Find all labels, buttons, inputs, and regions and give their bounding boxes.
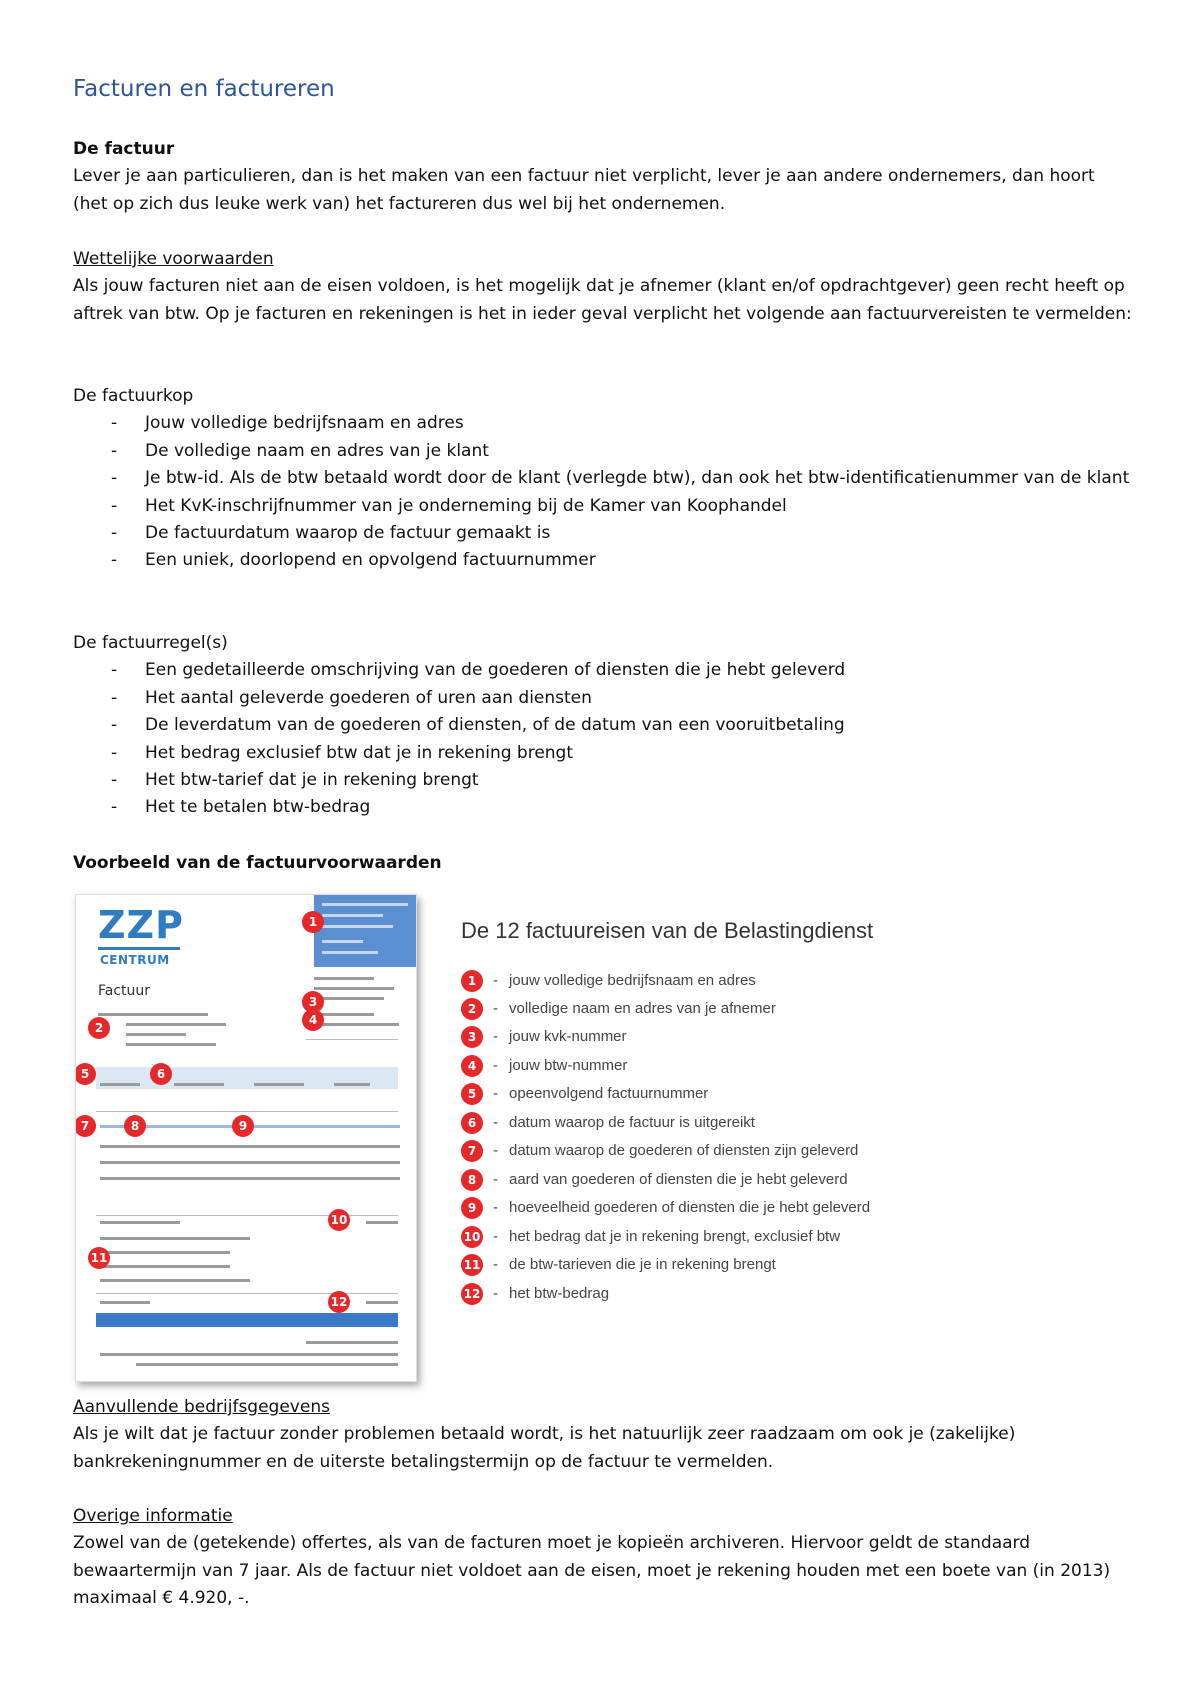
section-de-factuur (73, 136, 1133, 218)
invoice-mockup (75, 894, 417, 1382)
badge-11-icon: 11 (461, 1254, 483, 1276)
badge-1-icon: 1 (461, 970, 483, 992)
logo-underline (98, 947, 180, 950)
badge-12-icon: 12 (461, 1283, 483, 1305)
badge-4-icon: 4 (461, 1055, 483, 1077)
section-body: Als je wilt dat je factuur zonder problemen betaald wordt, is het natuurlijk zeer raadzaam om ook je (zakelijke) bankrekeningnummer en de uiterste betalingstermijn op de factuur te vermelden. (73, 1424, 1016, 1472)
list-heading: De factuurregel(s) (73, 633, 228, 653)
list-item: - De leverdatum van de goederen of diensten, of de datum van een vooruitbetaling (73, 712, 1133, 739)
badge-10-icon: 10 (328, 1209, 350, 1231)
badge-1-icon: 1 (302, 911, 324, 933)
section-heading: De factuur (73, 139, 175, 159)
badge-5-icon: 5 (461, 1083, 483, 1105)
section-heading: Overige informatie (73, 1506, 233, 1526)
section-wettelijke-voorwaarden (73, 246, 1133, 328)
list-item: - Jouw volledige bedrijfsnaam en adres (73, 410, 1133, 437)
factuurkop-list (73, 410, 1133, 574)
zzp-logo-subtitle: CENTRUM (100, 953, 170, 967)
section-body: Zowel van de (getekende) offertes, als van de facturen moet je kopieën archiveren. Hiervoor geldt de standaard bewaartermijn van 7 jaar. Als de factuur niet voldoet aan de eisen, moet je rekening houden met een boete van (in 2013) maximaal € 4.920, -. (73, 1533, 1111, 1609)
section-heading: Wettelijke voorwaarden (73, 249, 274, 269)
badge-3-icon: 3 (302, 991, 324, 1013)
badge-3-icon: 3 (461, 1026, 483, 1048)
list-item: - Je btw-id. Als de btw betaald wordt door de klant (verlegde btw), dan ook het btw-identificatienummer van de klant (73, 465, 1133, 492)
badge-2-icon: 2 (461, 998, 483, 1020)
badge-8-icon: 8 (124, 1115, 146, 1137)
section-aanvullende-bedrijfsgegevens (73, 1394, 1133, 1476)
list-item: - Het btw-tarief dat je in rekening brengt (73, 767, 1133, 794)
badge-5-icon: 5 (75, 1063, 96, 1085)
section-heading: Aanvullende bedrijfsgegevens (73, 1397, 330, 1417)
badge-11-icon: 11 (88, 1247, 110, 1269)
badge-4-icon: 4 (302, 1009, 324, 1031)
badge-7-icon: 7 (461, 1140, 483, 1162)
list-item: - De volledige naam en adres van je klant (73, 438, 1133, 465)
badge-2-icon: 2 (88, 1017, 110, 1039)
example-heading: Voorbeeld van de factuurvoorwaarden (73, 853, 442, 873)
badge-9-icon: 9 (461, 1197, 483, 1219)
zzp-logo: ZZP (98, 903, 184, 947)
invoice-label: Factuur (98, 983, 151, 999)
list-item: - Het aantal geleverde goederen of uren aan diensten (73, 685, 1133, 712)
badge-9-icon: 9 (232, 1115, 254, 1137)
badge-6-icon: 6 (461, 1112, 483, 1134)
list-item: - De factuurdatum waarop de factuur gemaakt is (73, 520, 1133, 547)
invoice-example-figure: ZZP CENTRUM Factuur 1 2 3 4 5 6 7 8 9 10 11 12 De 12 factuureisen van de Belastingdienst 1 - jouw volledige bedrijfsnaam en adres 2 - volledige naam en adres van je afnemer 3 - jouw kvk-nummer 4 - jouw btw-nummer 5 - opeenvolgend factuurnummer 6 - datum waarop de factuur is uitgereikt 7 - datum waarop de goederen of diensten zijn geleverd 8 - aard van goederen of diensten die je hebt geleverd 9 - hoeveelheid goederen of diensten die je hebt geleverd 10 - het bedrag dat je in rekening brengt, exclusief btw 11 - de btw-tarieven die je in rekening brengt 12 - het btw-bedrag (73, 890, 1133, 1386)
badge-12-icon: 12 (328, 1291, 350, 1313)
section-factuurkop (73, 383, 1133, 575)
list-item: - Een gedetailleerde omschrijving van de goederen of diensten die je hebt geleverd (73, 657, 1133, 684)
badge-7-icon: 7 (75, 1115, 96, 1137)
company-details-box (314, 895, 416, 967)
list-item: - Het bedrag exclusief btw dat je in rekening brengt (73, 740, 1133, 767)
page-title: Facturen en factureren (73, 76, 335, 102)
section-body: Als jouw facturen niet aan de eisen voldoen, is het mogelijk dat je afnemer (klant en/of opdrachtgever) geen recht heeft op aftrek van btw. Op je facturen en rekeningen is het in ieder geval verplicht het volgende aan factuurvereisten te vermelden: (73, 276, 1132, 324)
invoice-total-bar (96, 1313, 398, 1327)
badge-10-icon: 10 (461, 1226, 483, 1248)
list-item: - Een uniek, doorlopend en opvolgend factuurnummer (73, 547, 1133, 574)
section-overige-informatie (73, 1503, 1133, 1613)
factuurregels-list (73, 657, 1133, 821)
badge-6-icon: 6 (150, 1063, 172, 1085)
section-factuurregels (73, 630, 1133, 822)
list-heading: De factuurkop (73, 386, 194, 406)
list-item: - Het KvK-inschrijfnummer van je onderneming bij de Kamer van Koophandel (73, 493, 1133, 520)
list-item: - Het te betalen btw-bedrag (73, 794, 1133, 821)
badge-8-icon: 8 (461, 1169, 483, 1191)
legend-title: De 12 factuureisen van de Belastingdienst (461, 918, 874, 943)
section-body: Lever je aan particulieren, dan is het maken van een factuur niet verplicht, lever je aan andere ondernemers, dan hoort (het op zich dus leuke werk van) het factureren dus wel bij het ondernemen. (73, 166, 1095, 214)
